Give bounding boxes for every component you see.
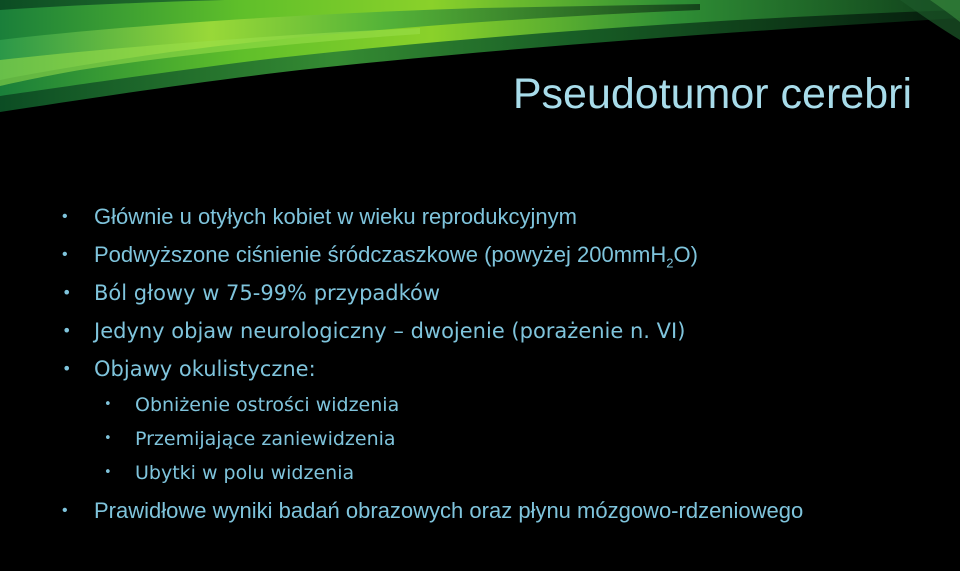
bullet-text: Objawy okulistyczne:: [94, 357, 316, 381]
bullet-dot-icon: •: [62, 321, 72, 340]
bullet-text-subscript: 2: [666, 255, 674, 271]
bullet-dot-icon: •: [62, 359, 72, 378]
sub-bullet-item: [104, 422, 942, 456]
bullet-text: Prawidłowe wyniki badań obrazowych oraz płynu mózgowo-rdzeniowego: [94, 498, 804, 523]
sub-bullet-text: Ubytki w polu widzenia: [135, 462, 355, 484]
bullet-dot-icon: •: [104, 431, 112, 446]
slide-title: Pseudotumor cerebri: [512, 70, 912, 118]
bullet-item: [62, 350, 942, 388]
bullet-item: [62, 312, 942, 350]
bullet-text-main: Podwyższone ciśnienie śródczaszkowe (powyżej 200mmH: [94, 242, 667, 267]
bullet-dot-icon: •: [62, 283, 72, 302]
bullet-dot-icon: •: [62, 502, 68, 519]
sub-bullet-item: [104, 456, 942, 490]
bullet-text: Jedyny objaw neurologiczny – dwojenie (porażenie n. VI): [94, 319, 686, 343]
bullet-dot-icon: •: [62, 208, 68, 225]
bullet-list: [62, 198, 942, 526]
bullet-item: [62, 198, 942, 236]
bullet-item: [62, 490, 844, 526]
sub-bullet-item: [104, 388, 942, 422]
bullet-text: Głównie u otyłych kobiet w wieku reprodukcyjnym: [94, 204, 577, 229]
bullet-dot-icon: •: [62, 246, 68, 263]
bullet-dot-icon: •: [104, 397, 112, 412]
bullet-text-end: O): [673, 242, 698, 267]
bullet-item: [62, 274, 942, 312]
sub-bullet-text: Przemijające zaniewidzenia: [135, 428, 396, 450]
bullet-dot-icon: •: [104, 465, 112, 480]
sub-bullet-text: Obniżenie ostrości widzenia: [135, 394, 400, 416]
bullet-text: Ból głowy w 75-99% przypadków: [94, 281, 441, 305]
bullet-item: [62, 236, 942, 274]
